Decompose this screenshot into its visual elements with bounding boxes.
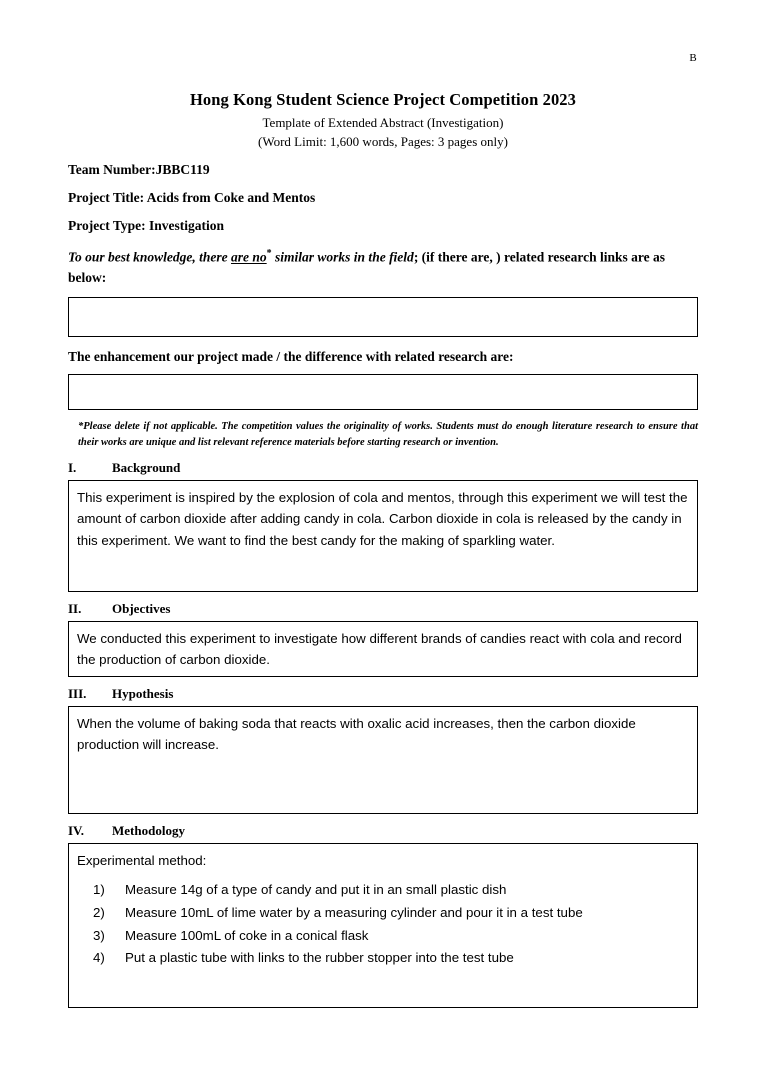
step-text: Measure 100mL of coke in a conical flask xyxy=(125,927,369,943)
knowledge-underlined: are no xyxy=(231,249,267,265)
step-marker: 4) xyxy=(93,950,105,966)
section-name-2: Objectives xyxy=(112,600,171,616)
knowledge-part1: To our best knowledge, there xyxy=(68,249,232,265)
team-number: Team Number:JBBC119 xyxy=(68,161,210,177)
step-text: Measure 10mL of lime water by a measuring cylinder and pour it in a test tube xyxy=(125,905,583,920)
methodology-steps xyxy=(77,879,689,968)
objectives-text-box[interactable]: We conducted this experiment to investigate how different brands of candies react with cola and record the production of carbon dioxide. xyxy=(68,621,698,677)
document-limits: (Word Limit: 1,600 words, Pages: 3 pages only) xyxy=(258,133,508,149)
step-text: Put a plastic tube with links to the rubber stopper into the test tube xyxy=(125,950,514,966)
section-number-2: II. xyxy=(68,600,82,616)
page-corner-mark: B xyxy=(689,52,697,64)
asterisk-marker: * xyxy=(266,248,272,260)
section-number-3: III. xyxy=(68,685,87,701)
enhancement-label: The enhancement our project made / the difference with related research are: xyxy=(68,349,514,365)
section-number-4: IV. xyxy=(68,822,85,838)
page-title: Hong Kong Student Science Project Competition 2023 xyxy=(189,90,576,109)
list-item xyxy=(93,879,689,901)
methodology-lead: Experimental method: xyxy=(77,852,207,868)
methodology-text-box[interactable] xyxy=(68,843,698,1008)
list-item xyxy=(93,925,689,947)
step-marker: 3) xyxy=(93,927,105,943)
section-heading-hypothesis xyxy=(68,686,698,702)
section-name-4: Methodology xyxy=(112,822,185,838)
step-marker: 1) xyxy=(93,882,105,898)
knowledge-part2: similar works in the field xyxy=(271,249,414,265)
document-subtitle: Template of Extended Abstract (Investigation) xyxy=(262,115,504,130)
project-title: Project Title: Acids from Coke and Mentos xyxy=(68,189,316,205)
footnote-text: *Please delete if not applicable. The competition values the originality of works. Students must do enough literature research to ensure that their works are unique and list relevant reference materials before starting research or invention. xyxy=(78,421,698,449)
section-heading-methodology xyxy=(68,823,698,839)
section-name-3: Hypothesis xyxy=(112,685,174,701)
section-heading-objectives xyxy=(68,601,698,617)
section-number-1: I. xyxy=(68,459,77,475)
hypothesis-text-box[interactable]: When the volume of baking soda that reacts with oxalic acid increases, then the carbon dioxide production will increase. xyxy=(68,706,698,814)
section-heading-background xyxy=(68,460,698,476)
knowledge-statement xyxy=(68,246,698,288)
step-marker: 2) xyxy=(93,905,105,920)
list-item xyxy=(93,947,689,969)
related-research-links-box[interactable] xyxy=(68,297,698,337)
document-content xyxy=(68,90,698,1008)
project-type: Project Type: Investigation xyxy=(68,218,224,234)
step-text: Measure 14g of a type of candy and put it in an small plastic dish xyxy=(125,882,507,898)
enhancement-answer-box[interactable] xyxy=(68,374,698,410)
knowledge-part3: ; (if there are, ) related research links are as below: xyxy=(68,249,666,286)
background-text-box[interactable]: This experiment is inspired by the explosion of cola and mentos, through this experiment we will test the amount of carbon dioxide after adding candy in cola. Carbon dioxide in cola is released by the candy in this experiment. We want to find the best candy for the making of sparkling water. xyxy=(68,480,698,592)
list-item xyxy=(93,902,689,924)
section-name-1: Background xyxy=(112,459,181,475)
